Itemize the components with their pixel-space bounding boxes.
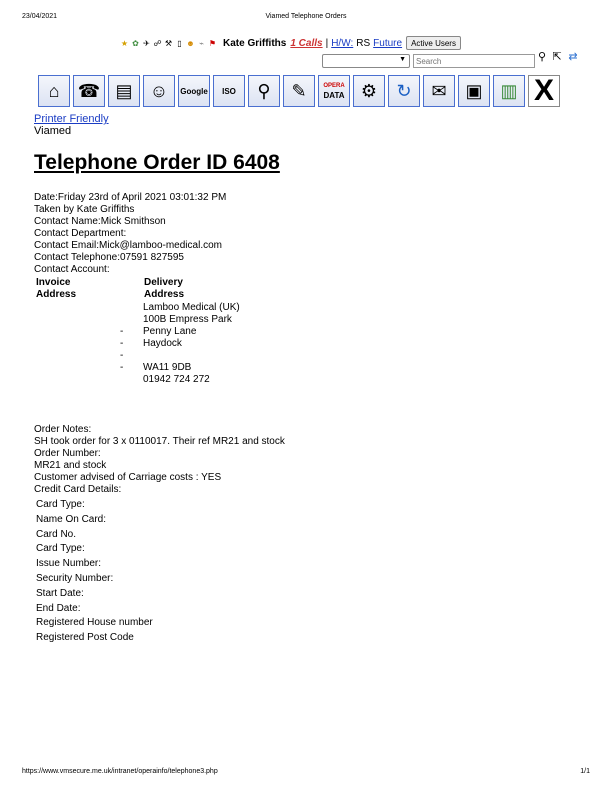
- flag-icon[interactable]: ⚑: [208, 38, 217, 48]
- book-button[interactable]: [493, 75, 525, 107]
- detail-taken-by: Taken by Kate Griffiths: [34, 204, 135, 215]
- carriage-advice: Customer advised of Carriage costs : YES: [34, 472, 222, 483]
- magnifying-glass-icon: ⚲: [257, 80, 271, 101]
- refresh-icon[interactable]: ⇄: [568, 51, 578, 63]
- future-link[interactable]: Future: [373, 37, 403, 49]
- google-button[interactable]: [178, 75, 210, 107]
- home-icon: ⌂: [48, 80, 60, 101]
- print-url: https://www.vmsecure.me.uk/intranet/operainfo/telephone3.php: [22, 768, 218, 775]
- delivery-line: WA11 9DB: [143, 362, 192, 373]
- user-name: Kate Griffiths: [223, 37, 287, 49]
- inbox-button[interactable]: [423, 75, 455, 107]
- company-name: Viamed: [34, 125, 72, 137]
- data-label: DATA: [323, 91, 345, 100]
- detail-contact-account: Contact Account:: [34, 264, 110, 275]
- quick-select[interactable]: [322, 54, 410, 68]
- page-title: Telephone Order ID 6408: [34, 151, 280, 174]
- order-number-value: MR21 and stock: [34, 460, 107, 471]
- detail-date: Date:Friday 23rd of April 2021 03:01:32 PM: [34, 192, 227, 203]
- detail-contact-telephone: Contact Telephone:07591 827595: [34, 252, 184, 263]
- iso-button[interactable]: [213, 75, 245, 107]
- inbox-icon: ✉: [431, 80, 447, 101]
- delivery-line: 100B Empress Park: [143, 314, 232, 325]
- box-icon: ▣: [465, 80, 483, 101]
- detail-contact-name: Contact Name:Mick Smithson: [34, 216, 166, 227]
- cc-start-date: Start Date:: [36, 587, 84, 599]
- delivery-line: Penny Lane: [143, 326, 197, 337]
- settings-button[interactable]: [353, 75, 385, 107]
- smiley-icon[interactable]: ☻: [186, 38, 195, 48]
- edit-button[interactable]: [283, 75, 315, 107]
- iso-icon: ISO: [222, 86, 236, 96]
- notes-text: SH took order for 3 x 0110017. Their ref MR21 and stock: [34, 436, 285, 447]
- rs-label: RS: [356, 37, 371, 49]
- telephone-icon: ☎: [77, 80, 101, 101]
- delivery-address-heading: Delivery Address: [144, 277, 185, 300]
- external-link-icon[interactable]: ⇱: [552, 51, 562, 63]
- order-details: [34, 192, 226, 276]
- user-bar: [120, 36, 461, 50]
- close-button[interactable]: [528, 75, 560, 107]
- cc-card-number: Card No.: [36, 528, 77, 540]
- pencil-icon: ✎: [291, 80, 307, 101]
- cash-register-icon: ▤: [115, 80, 133, 101]
- settings-icon[interactable]: ✿: [132, 38, 139, 48]
- network-icon[interactable]: ☍: [153, 38, 162, 48]
- sync-icon: ↻: [396, 80, 412, 101]
- credit-card-heading: Credit Card Details:: [34, 484, 122, 495]
- signal-icon[interactable]: ⌁: [199, 38, 204, 48]
- book-icon: ▥: [500, 80, 518, 101]
- cc-card-type: Card Type:: [36, 499, 85, 510]
- star-icon[interactable]: ★: [120, 38, 129, 48]
- delivery-line: 01942 724 272: [143, 374, 210, 385]
- telephone-button[interactable]: [73, 75, 105, 107]
- search-button[interactable]: [248, 75, 280, 107]
- print-page-title: Viamed Telephone Orders: [265, 13, 347, 20]
- active-users-button[interactable]: Active Users: [406, 36, 461, 50]
- notes-label: Order Notes:: [34, 424, 92, 435]
- close-icon: X: [533, 74, 554, 107]
- print-page-number: 1/1: [580, 768, 590, 775]
- package-button[interactable]: [458, 75, 490, 107]
- sync-button[interactable]: [388, 75, 420, 107]
- google-icon: Google: [180, 86, 208, 96]
- opera-data-button[interactable]: [318, 75, 350, 107]
- main-toolbar: [38, 75, 560, 107]
- cash-register-button[interactable]: [108, 75, 140, 107]
- separator: |: [325, 37, 329, 49]
- cc-issue-number: Issue Number:: [36, 558, 102, 570]
- invoice-address-heading: Invoice Address: [36, 277, 77, 300]
- gears-icon: ⚙: [360, 80, 378, 101]
- users-icon: ☺: [149, 80, 169, 101]
- chevron-down-icon: ▼: [399, 56, 406, 63]
- detail-contact-department: Contact Department:: [34, 228, 127, 239]
- cc-post-code: Registered Post Code: [36, 632, 134, 644]
- search-input[interactable]: [413, 54, 535, 68]
- magnifier-icon[interactable]: ⚲: [537, 51, 547, 63]
- cc-name-on-card: Name On Card:: [36, 513, 107, 525]
- invoice-address-empty: -- --: [120, 326, 124, 373]
- cc-end-date: End Date:: [36, 602, 81, 614]
- print-date: 23/04/2021: [22, 13, 58, 20]
- delivery-line: Lamboo Medical (UK): [143, 302, 240, 313]
- cc-house-number: Registered House number: [36, 617, 153, 629]
- hw-link[interactable]: H/W:: [331, 37, 354, 49]
- detail-contact-email: Contact Email:Mick@lamboo-medical.com: [34, 240, 222, 251]
- order-number-label: Order Number:: [34, 448, 101, 459]
- delivery-line: Haydock: [143, 338, 182, 349]
- home-button[interactable]: [38, 75, 70, 107]
- cc-card-type-2: Card Type:: [36, 543, 85, 555]
- calls-link[interactable]: 1 Calls: [290, 37, 323, 49]
- opera-label: OPERA: [323, 83, 345, 89]
- delivery-address: [143, 302, 240, 386]
- order-notes: [34, 424, 285, 496]
- printer-friendly-link[interactable]: Printer Friendly: [34, 113, 109, 125]
- delivery-line: [143, 350, 240, 362]
- credit-card-details: [36, 498, 153, 646]
- tools-icon[interactable]: ⚒: [164, 38, 173, 48]
- document-icon[interactable]: ▯: [177, 38, 182, 48]
- send-icon[interactable]: ✈: [143, 38, 150, 48]
- users-button[interactable]: [143, 75, 175, 107]
- cc-security-number: Security Number:: [36, 572, 114, 584]
